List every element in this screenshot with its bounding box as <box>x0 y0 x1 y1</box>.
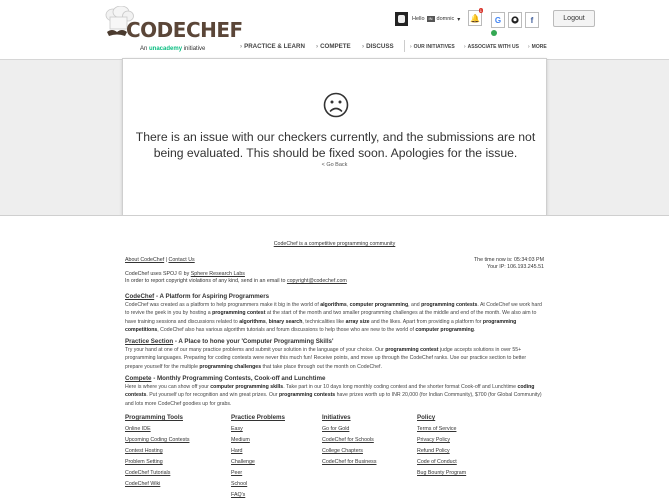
nav-our-initiatives[interactable]: › OUR INITIATIVES <box>410 44 455 50</box>
footer-link[interactable]: Problem Setting <box>125 459 163 465</box>
section-body-codechef: CodeChef was created as a platform to help programmers make it big in the world of algorithms, computer programming, and programming contests. At CodeChef we work hard to revive the geek in you by hosting a programming contest at the start of the month and two smaller programming challenges at the middle and end of the month. We also aim to have training sessions and discussions related to algorithms, binary search, technicalities like array size and the likes. Apart from providing a platform for programming competitions, CodeChef also has various algorithm tutorials and forum discussions to help those who are new to the world of computer programming. <box>125 302 542 334</box>
footer-column-policy <box>417 413 466 479</box>
sad-face-icon <box>323 92 349 118</box>
footer-link[interactable]: Online IDE <box>125 426 151 432</box>
footer-link[interactable]: Privacy Policy <box>417 437 450 443</box>
github-login-button[interactable] <box>508 12 522 28</box>
footer-link[interactable]: CodeChef for Schools <box>322 437 374 443</box>
chevron-right-icon: › <box>464 44 466 50</box>
checker-issue-message: There is an issue with our checkers currently, and the submissions are not being evaluated. This should be fixed soon. Apologies for the issue. <box>135 130 536 160</box>
spoj-credit: CodeChef uses SPOJ © by Sphere Research Labs <box>125 271 245 277</box>
footer-link[interactable]: Upcoming Coding Contests <box>125 437 190 443</box>
section-body-compete: Here is where you can show off your computer programming skills. Take part in our 10 days long monthly coding contest and the shorter format Cook-off and Lunchtime coding contests. Put yourself up for recognition and win great prizes. Our programming contests have prizes worth up to INR 20,000 (for Indian Community), $700 (for Global Community) and lots more CodeChef goodies up for grabs. <box>125 384 542 407</box>
footer-link[interactable]: CodeChef Wiki <box>125 481 161 487</box>
chevron-right-icon: › <box>410 44 412 50</box>
footer-link[interactable]: CodeChef Tutorials <box>125 470 171 476</box>
notification-badge: 1 <box>479 8 482 13</box>
nav-more[interactable]: › MORE <box>528 44 547 50</box>
logo-wordmark: CODECHEF <box>126 18 243 42</box>
footer-link[interactable]: College Chapters <box>322 448 363 454</box>
user-hello: Hello <box>412 16 425 22</box>
notification-button[interactable] <box>468 10 482 26</box>
github-icon <box>511 16 519 24</box>
footer-link[interactable]: Code of Conduct <box>417 459 457 465</box>
facebook-login-button[interactable] <box>525 12 539 28</box>
bell-icon: 🔔 <box>470 13 480 23</box>
username: domnic <box>436 16 455 22</box>
footer-link[interactable]: CodeChef for Business <box>322 459 377 465</box>
codechef-logo[interactable] <box>104 6 243 56</box>
facebook-icon: f <box>530 15 534 25</box>
footer-links: About CodeChef | Contact Us <box>125 257 195 263</box>
nav-divider <box>404 40 405 52</box>
section-title-compete: Compete - Monthly Programming Contests, Cook-off and Lunchtime <box>125 375 326 382</box>
server-info <box>470 257 544 271</box>
column-title: Policy <box>417 414 436 421</box>
chevron-right-icon: › <box>362 43 365 50</box>
footer-link[interactable]: Refund Policy <box>417 448 450 454</box>
copyright-email-link[interactable]: copyright@codechef.com <box>286 278 347 284</box>
column-title: Programming Tools <box>125 414 183 421</box>
nav-associate[interactable]: › ASSOCIATE WITH US <box>464 44 519 50</box>
footer-link[interactable]: Terms of Service <box>417 426 457 432</box>
footer-column-tools <box>125 413 189 490</box>
footer-link[interactable]: Challenge <box>231 459 255 465</box>
current-time: The time now is: 05:34:03 PM <box>473 257 544 263</box>
footer-link[interactable]: Bug Bounty Program <box>417 470 467 476</box>
section-body-practice: Try your hand at one of our many practice problems and submit your solution in the language of your choice. Our programming contest judge accepts solutions in over 55+ programming languages. Preparing for coding contests were never this much fun! Receive points, and move up through the CodeChef ranks. Use our practice section to better prepare yourself for the multiple programming challenges that take place through out the month on CodeChef. <box>125 347 527 370</box>
logout-button[interactable]: Logout <box>553 10 595 27</box>
footer-link[interactable]: Hard <box>231 448 243 454</box>
copyright-report: In order to report copyright violations of any kind, send in an email to copyright@codechef.com <box>125 278 347 284</box>
footer-link[interactable]: Easy <box>231 426 243 432</box>
logo-subtitle: An unacademy initiative <box>140 46 206 52</box>
section-title-codechef: CodeChef - A Platform for Aspiring Programmers <box>125 293 270 300</box>
footer-link[interactable]: Peer <box>231 470 243 476</box>
footer-link[interactable]: Contest Hosting <box>125 448 163 454</box>
user-menu[interactable] <box>395 11 460 27</box>
site-header <box>0 0 669 60</box>
chevron-down-icon[interactable]: ▾ <box>457 16 461 23</box>
chevron-right-icon: › <box>316 43 319 50</box>
go-back-link[interactable]: < Go Back <box>321 162 348 168</box>
contact-us-link[interactable]: Contact Us <box>168 257 195 263</box>
error-message-panel <box>122 58 547 216</box>
nav-practice[interactable]: › PRACTICE & LEARN <box>240 43 305 50</box>
nav-compete[interactable]: › COMPETE <box>316 43 351 50</box>
footer-link[interactable]: Medium <box>231 437 250 443</box>
footer-link[interactable]: School <box>231 481 248 487</box>
footer-link[interactable]: FAQ's <box>231 492 246 498</box>
column-title: Initiatives <box>322 414 351 421</box>
user-ip: Your IP: 106.193.245.51 <box>487 264 544 270</box>
footer-tagline[interactable]: CodeChef is a competitive programming community <box>273 241 396 247</box>
google-login-button[interactable] <box>491 12 505 28</box>
chevron-right-icon: › <box>240 43 243 50</box>
google-icon: G <box>494 15 502 25</box>
footer-column-initiatives <box>322 413 376 468</box>
footer-column-practice <box>231 413 285 500</box>
chevron-right-icon: › <box>528 44 530 50</box>
section-title-practice: Practice Section - A Place to hone your 'Computer Programming Skills' <box>125 338 334 345</box>
status-dot-icon <box>491 30 497 36</box>
avatar[interactable] <box>395 12 408 26</box>
nav-discuss[interactable]: › DISCUSS <box>362 43 394 50</box>
country-flag-icon: IN <box>428 16 433 21</box>
site-footer <box>0 216 669 500</box>
column-title: Practice Problems <box>231 414 285 421</box>
about-codechef-link[interactable]: About CodeChef <box>125 257 165 263</box>
footer-link[interactable]: Go for Gold <box>322 426 350 432</box>
sphere-research-link[interactable]: Sphere Research Labs <box>190 271 245 277</box>
